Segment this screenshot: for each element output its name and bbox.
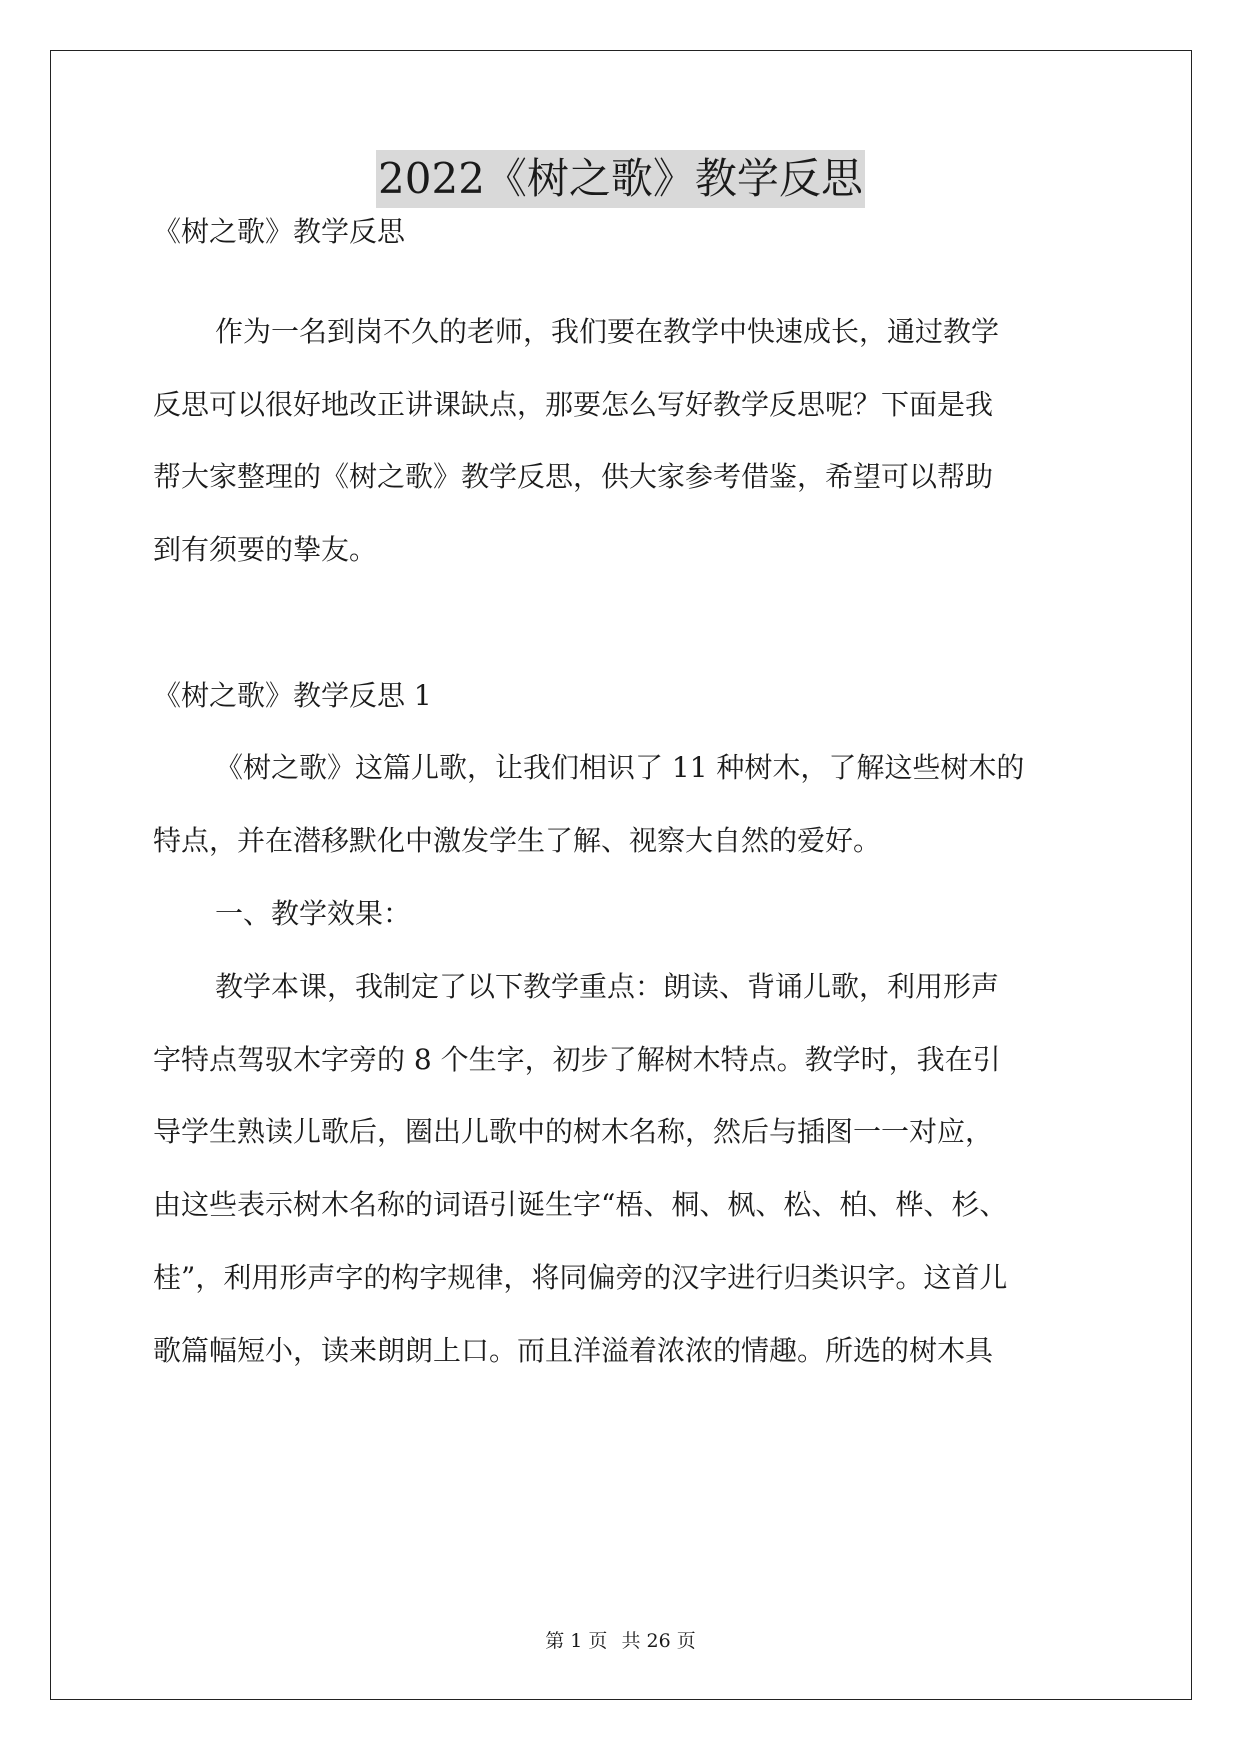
paragraph-line: 歌篇幅短小，读来朗朗上口。而且洋溢着浓浓的情趣。所选的树木具 <box>153 1334 994 1367</box>
paragraph-line: 桂”，利用形声字的构字规律，将同偏旁的汉字进行归类识字。这首儿 <box>153 1261 1008 1294</box>
subtitle: 《树之歌》教学反思 <box>153 215 406 248</box>
paragraph-line: 特点，并在潜移默化中激发学生了解、视察大自然的爱好。 <box>153 824 882 857</box>
page-footer <box>0 1628 1241 1654</box>
document-title: 2022《树之歌》教学反思 <box>376 150 865 208</box>
intro-line: 反思可以很好地改正讲课缺点，那要怎么写好教学反思呢？下面是我 <box>153 388 994 421</box>
page-number: 第 1 页 <box>545 1630 608 1652</box>
paragraph-line: 教学本课，我制定了以下教学重点：朗读、背诵儿歌，利用形声 <box>215 970 1000 1003</box>
paragraph-line: 《树之歌》这篇儿歌，让我们相识了 11 种树木，了解这些树木的 <box>215 751 1025 784</box>
paragraph-line: 由这些表示树木名称的词语引诞生字“梧、桐、枫、松、柏、桦、杉、 <box>153 1188 1008 1221</box>
paragraph-line: 字特点驾驭木字旁的 8 个生字，初步了解树木特点。教学时，我在引 <box>153 1043 1001 1076</box>
intro-line: 帮大家整理的《树之歌》教学反思，供大家参考借鉴，希望可以帮助 <box>153 460 994 493</box>
section-heading: 《树之歌》教学反思 1 <box>153 679 432 712</box>
page-border <box>50 50 1192 1700</box>
document-title-wrap <box>0 150 1241 208</box>
page-total: 共 26 页 <box>621 1630 696 1652</box>
subheading: 一、教学效果： <box>215 897 412 930</box>
intro-line: 到有须要的挚友。 <box>153 533 378 566</box>
intro-line: 作为一名到岗不久的老师，我们要在教学中快速成长，通过教学 <box>215 315 1000 348</box>
paragraph-line: 导学生熟读儿歌后，圈出儿歌中的树木名称，然后与插图一一对应， <box>153 1115 994 1148</box>
